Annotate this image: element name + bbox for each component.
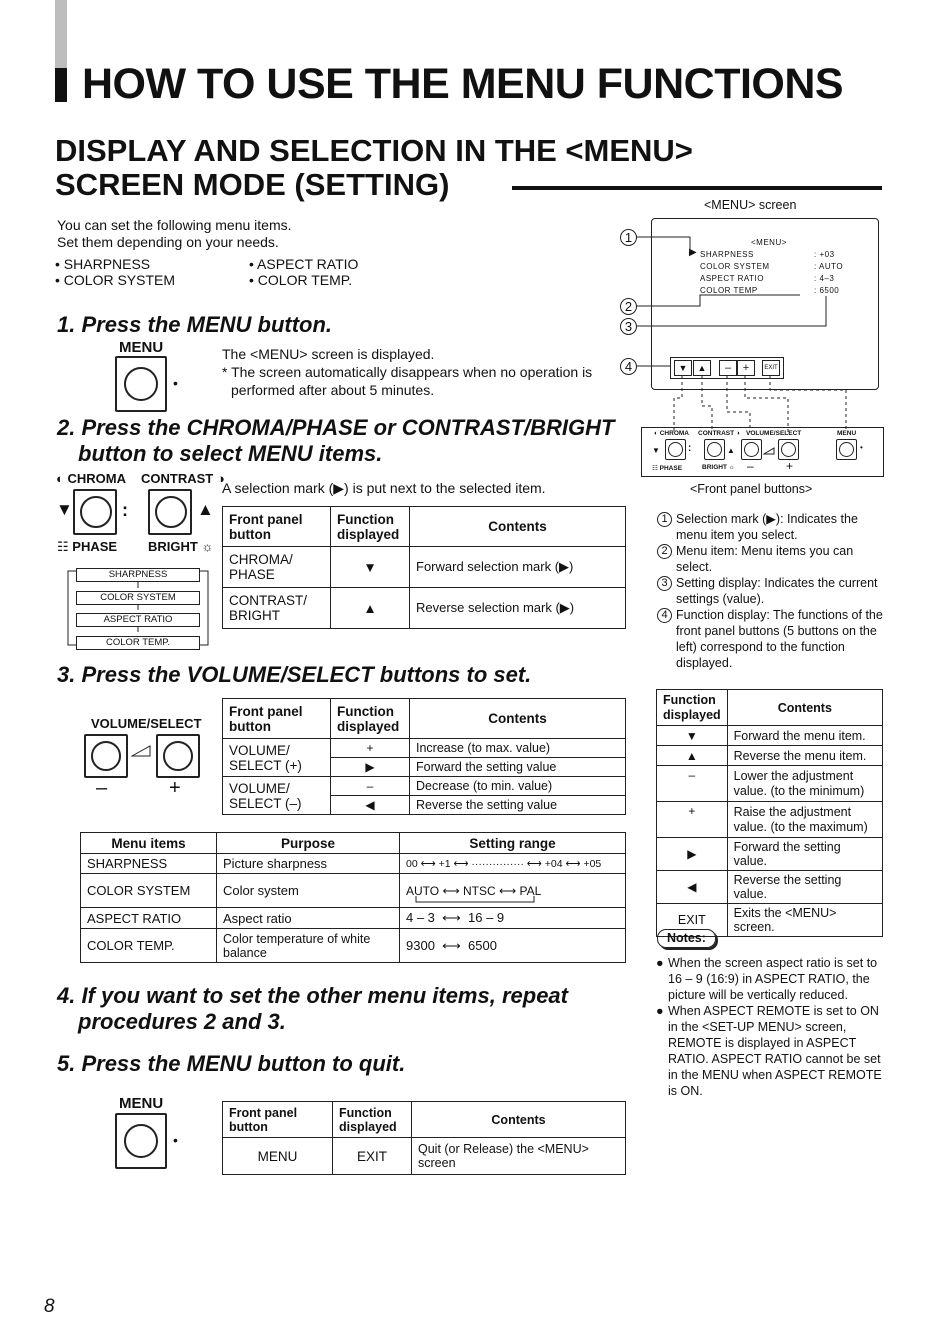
step2-heading: [57, 415, 614, 467]
step2-heading-line1: 2. Press the CHROMA/PHASE or CONTRAST/BRIGHT: [57, 415, 615, 440]
step2-cell-button: CONTRAST/ BRIGHT: [223, 588, 331, 629]
section-rule: [512, 186, 882, 190]
intro-item-aspect: • ASPECT RATIO: [249, 256, 359, 272]
step3-cell-contents: Forward the setting value: [410, 758, 626, 777]
func-cell-symbol: ▼: [657, 726, 728, 746]
range-loop-arrow: [414, 896, 536, 904]
section-title-line2: SCREEN MODE (SETTING): [55, 167, 450, 202]
header-grey-bar: [55, 0, 67, 72]
down-triangle-icon: ▼: [56, 500, 73, 519]
notes-list: [656, 955, 884, 1099]
step5-heading: 5. Press the MENU button to quit.: [57, 1051, 406, 1076]
func-cell-symbol: ▶: [657, 838, 728, 871]
page-number: 8: [44, 1296, 55, 1317]
func-header-function: Function displayed: [657, 690, 728, 726]
volume-plus-button[interactable]: [156, 734, 200, 778]
func-cell-symbol: ◀: [657, 871, 728, 904]
legend-num: 3: [657, 576, 672, 591]
chroma-label: [56, 471, 126, 486]
step3-header-contents: Contents: [410, 699, 626, 739]
title-marker: [55, 68, 67, 102]
fp-contrast-circle: [707, 442, 722, 457]
contrast-bright-button[interactable]: [148, 489, 192, 535]
fp-plus: +: [786, 459, 794, 473]
table-row: [223, 739, 626, 758]
range-cell-item: COLOR TEMP.: [81, 929, 217, 963]
legend-item: [657, 511, 887, 543]
table-row: [223, 1138, 626, 1175]
list-item: [656, 955, 884, 1003]
func-cell-contents: Reverse the setting value.: [727, 871, 882, 904]
note-text: When the screen aspect ratio is set to 16 – 9 (16:9) in ASPECT RATIO, the picture will be vertically reduced.: [668, 956, 878, 1002]
step5-cell-contents: Quit (or Release) the <MENU> screen: [412, 1138, 626, 1175]
screen-func-minus: –: [719, 360, 737, 376]
step2-cell-button: CHROMA/ PHASE: [223, 547, 331, 588]
step3-header-function: Function displayed: [331, 699, 410, 739]
func-cell-symbol: +: [657, 802, 728, 838]
screen-func-plus: +: [737, 360, 755, 376]
fp-menu-label: MENU: [837, 430, 857, 437]
step3-cell-function: ▶: [331, 758, 410, 777]
intro-item-color-temp: • COLOR TEMP.: [249, 272, 353, 288]
fp-volume-minus-circle: [744, 442, 759, 457]
menu-button-label: MENU: [119, 339, 164, 356]
colon-separator: :: [122, 500, 128, 520]
range-cell-purpose: Aspect ratio: [217, 908, 400, 929]
legend-item: [657, 543, 887, 575]
step4-heading-line1: 4. If you want to set the other menu items, repeat: [57, 983, 568, 1008]
table-row: [81, 929, 626, 963]
legend-num: 1: [657, 512, 672, 527]
range-cell-range: 00 ⟷ +1 ⟷ ··············· ⟷ +04 ⟷ +05: [400, 854, 626, 874]
legend: [657, 511, 887, 671]
fp-volume-plus-circle: [781, 442, 796, 457]
menu-quit-dot: •: [173, 1132, 178, 1148]
func-header-contents: Contents: [727, 690, 882, 726]
selection-mark-text: A selection mark (▶) is put next to the selected item.: [222, 480, 546, 496]
menu-item-sharpness: SHARPNESS: [700, 250, 754, 259]
menu-screen-title: <MENU>: [751, 238, 787, 247]
fp-contrast-label: CONTRAST ◑: [698, 430, 740, 437]
step2-header-contents: Contents: [410, 507, 626, 547]
phase-icon: ☷: [57, 539, 69, 554]
legend-item: [657, 575, 887, 607]
step5-table: [222, 1101, 626, 1175]
step5-cell-function: EXIT: [333, 1138, 412, 1175]
chroma-label-text: CHROMA: [67, 471, 126, 486]
table-row: [81, 874, 626, 908]
callout-1: 1: [620, 229, 637, 246]
volume-plus-circle: [163, 741, 193, 771]
fp-menu-circle: [839, 442, 854, 457]
legend-text: Menu item: Menu items you can select.: [676, 544, 854, 574]
menu-screen-caption: <MENU> screen: [704, 198, 797, 212]
step1-text-line3: performed after about 5 minutes.: [231, 382, 435, 398]
step3-cell-contents: Reverse the setting value: [410, 796, 626, 815]
menu-button-quit-label: MENU: [119, 1095, 164, 1112]
fp-contrast-button[interactable]: [704, 439, 725, 460]
step3-table: [222, 698, 626, 815]
bright-label: [148, 539, 213, 554]
range-cell-purpose: Picture sharpness: [217, 854, 400, 874]
fp-menu-button[interactable]: [836, 439, 857, 460]
list-item: [656, 1003, 884, 1099]
step3-cell-function: ◀: [331, 796, 410, 815]
intro-text: [57, 217, 292, 251]
func-cell-contents: Reverse the menu item.: [727, 746, 882, 766]
step4-heading: [57, 983, 568, 1035]
selection-mark-icon: ▶: [689, 247, 697, 258]
fp-volume-plus-button[interactable]: [778, 439, 799, 460]
volume-select-label: VOLUME/SELECT: [91, 716, 202, 731]
menu-item-color-system: COLOR SYSTEM: [700, 262, 770, 271]
table-row: [657, 726, 883, 746]
legend-item: [657, 607, 887, 671]
menu-quit-button[interactable]: [115, 1113, 167, 1169]
func-cell-symbol: EXIT: [657, 904, 728, 937]
step3-cell-contents: Decrease (to min. value): [410, 777, 626, 796]
intro-item-sharpness: • SHARPNESS: [55, 256, 151, 272]
step3-header-button: Front panel button: [223, 699, 331, 739]
func-cell-contents: Exits the <MENU> screen.: [727, 904, 882, 937]
step3-cell-contents: Increase (to max. value): [410, 739, 626, 758]
fp-bright-label: BRIGHT ☼: [702, 464, 735, 471]
contrast-label: [141, 471, 225, 486]
legend-text: Selection mark (▶): Indicates the menu item you select.: [676, 512, 858, 542]
step1-text: [222, 346, 592, 399]
table-row: [81, 908, 626, 929]
range-cell-range-color-system: [400, 874, 626, 908]
range-cell-item: ASPECT RATIO: [81, 908, 217, 929]
fp-volume-ramp-icon: [763, 447, 775, 455]
sun-icon: ☼: [201, 539, 214, 554]
step2-header-button: Front panel button: [223, 507, 331, 547]
callout-2: 2: [620, 298, 637, 315]
intro-line-1: You can set the following menu items.: [57, 217, 292, 233]
intro-line-2: Set them depending on your needs.: [57, 234, 279, 250]
table-row: [657, 871, 883, 904]
up-triangle-icon: ▲: [197, 500, 214, 519]
notes-badge: Notes:: [657, 929, 716, 948]
step3-cell-button-plus: VOLUME/ SELECT (+): [223, 739, 331, 777]
contrast-button-circle: [155, 496, 187, 528]
step3-cell-button-minus: VOLUME/ SELECT (–): [223, 777, 331, 815]
func-cell-contents: Forward the menu item.: [727, 726, 882, 746]
step2-cell-function: ▲: [331, 588, 410, 629]
step5-header-contents: Contents: [412, 1102, 626, 1138]
front-panel-caption: <Front panel buttons>: [690, 482, 813, 496]
legend-text: Setting display: Indicates the current settings (value).: [676, 576, 878, 606]
range-cell-range: 4 – 3 ⟷ 16 – 9: [400, 908, 626, 929]
fp-chroma-button[interactable]: [665, 439, 686, 460]
legend-text: Function display: The functions of the front panel buttons (5 buttons on the left) correspond to the function displayed.: [676, 608, 883, 670]
menu-value-color-temp: : 6500: [814, 286, 840, 295]
range-header-range: Setting range: [400, 833, 626, 854]
callout-4: 4: [620, 358, 637, 375]
screen-func-exit: EXIT: [762, 360, 780, 376]
fp-menu-dot: •: [860, 443, 863, 452]
range-cell-range: 9300 ⟷ 6500: [400, 929, 626, 963]
volume-ramp-icon: [131, 744, 151, 758]
func-cell-contents: Raise the adjustment value. (to the maximum): [727, 802, 882, 838]
bullet-icon: ●: [656, 1004, 664, 1018]
step1-text-line1: The <MENU> screen is displayed.: [222, 346, 435, 362]
volume-minus-button[interactable]: [84, 734, 128, 778]
chroma-icon: ◐: [56, 471, 64, 486]
fp-chroma-circle: [668, 442, 683, 457]
menu-button[interactable]: [115, 356, 167, 412]
range-header-purpose: Purpose: [217, 833, 400, 854]
fp-chroma-text: CHROMA: [659, 430, 689, 437]
fp-phase-text: PHASE: [659, 465, 683, 472]
fp-colon: :: [688, 443, 692, 454]
fp-bright-text: BRIGHT: [702, 464, 727, 471]
fp-contrast-text: CONTRAST: [698, 430, 735, 437]
setting-range-table: [80, 832, 626, 963]
section-title-line1: DISPLAY AND SELECTION IN THE <MENU>: [55, 133, 693, 168]
step3-cell-function: +: [331, 739, 410, 758]
fp-down-icon: ▼: [652, 446, 660, 455]
fp-chroma-label: ◐ CHROMA: [654, 430, 689, 437]
chroma-phase-button[interactable]: [73, 489, 117, 535]
contrast-label-text: CONTRAST: [141, 471, 214, 486]
step1-text-line2: * The screen automatically disappears when no operation is: [222, 364, 593, 380]
callout-3: 3: [620, 318, 637, 335]
screen-func-up: ▲: [693, 360, 711, 376]
fp-up-icon: ▲: [727, 446, 735, 455]
legend-num: 4: [657, 608, 672, 623]
step2-table: [222, 506, 626, 629]
menu-button-dot: •: [173, 375, 178, 391]
step3-cell-function: –: [331, 777, 410, 796]
step5-header-function: Function displayed: [333, 1102, 412, 1138]
step5-header-button: Front panel button: [223, 1102, 333, 1138]
cycle-item-aspect-ratio: ASPECT RATIO: [76, 613, 200, 627]
menu-value-aspect-ratio: : 4–3: [814, 274, 835, 283]
fp-volume-label: VOLUME/SELECT: [746, 430, 802, 437]
range-cell-purpose: Color temperature of white balance: [217, 929, 400, 963]
menu-value-sharpness: : +03: [814, 250, 835, 259]
table-row: [81, 854, 626, 874]
step2-cell-function: ▼: [331, 547, 410, 588]
note-text: When ASPECT REMOTE is set to ON in the <SET-UP MENU> screen, REMOTE is displayed in ASPECT RATIO. ASPECT RATIO cannot be set in the MENU when ASPECT REMOTE is ON.: [668, 1004, 882, 1098]
cycle-item-sharpness: SHARPNESS: [76, 568, 200, 582]
fp-volume-minus-button[interactable]: [741, 439, 762, 460]
screen-func-down: ▼: [674, 360, 692, 376]
intro-item-color-system: • COLOR SYSTEM: [55, 272, 176, 288]
phase-label: [57, 539, 117, 555]
table-row: [657, 766, 883, 802]
table-row: [657, 746, 883, 766]
table-row: [223, 588, 626, 629]
menu-button-circle: [124, 367, 158, 401]
range-cell-purpose: Color system: [217, 874, 400, 908]
step3-heading: 3. Press the VOLUME/SELECT buttons to set.: [57, 662, 532, 687]
plus-label: +: [169, 777, 181, 799]
menu-quit-button-circle: [124, 1124, 158, 1158]
range-color-system-text: AUTO ⟷ NTSC ⟷ PAL: [406, 883, 542, 898]
bright-label-text: BRIGHT: [148, 539, 198, 554]
func-cell-symbol: –: [657, 766, 728, 802]
range-cell-item: COLOR SYSTEM: [81, 874, 217, 908]
legend-num: 2: [657, 544, 672, 559]
phase-label-text: PHASE: [72, 539, 118, 554]
step4-heading-line2: procedures 2 and 3.: [78, 1009, 286, 1034]
range-cell-item: SHARPNESS: [81, 854, 217, 874]
step2-header-function: Function displayed: [331, 507, 410, 547]
volume-minus-circle: [91, 741, 121, 771]
step2-cell-contents: Forward selection mark (▶): [410, 547, 626, 588]
menu-item-color-temp: COLOR TEMP: [700, 286, 758, 295]
contrast-icon: ◑: [216, 471, 225, 486]
fp-phase-label: ☷ PHASE: [652, 465, 683, 472]
table-row: [657, 838, 883, 871]
table-row: [657, 802, 883, 838]
func-cell-contents: Lower the adjustment value. (to the minimum): [727, 766, 882, 802]
page-title: HOW TO USE THE MENU FUNCTIONS: [82, 60, 844, 108]
step2-cell-contents: Reverse selection mark (▶): [410, 588, 626, 629]
chroma-button-circle: [80, 496, 112, 528]
step5-cell-button: MENU: [223, 1138, 333, 1175]
func-cell-contents: Forward the setting value.: [727, 838, 882, 871]
fp-minus: –: [747, 459, 754, 473]
step1-heading: 1. Press the MENU button.: [57, 312, 333, 337]
section-title: [55, 134, 693, 202]
cycle-item-color-system: COLOR SYSTEM: [76, 591, 200, 605]
table-row: [223, 777, 626, 796]
func-cell-symbol: ▲: [657, 746, 728, 766]
table-row: [223, 547, 626, 588]
range-header-item: Menu items: [81, 833, 217, 854]
bullet-icon: ●: [656, 956, 664, 970]
minus-label: –: [96, 777, 108, 799]
function-table: [656, 689, 883, 937]
menu-item-aspect-ratio: ASPECT RATIO: [700, 274, 764, 283]
cycle-item-color-temp: COLOR TEMP.: [76, 636, 200, 650]
menu-value-color-system: : AUTO: [814, 262, 844, 271]
step2-heading-line2: button to select MENU items.: [78, 441, 383, 466]
